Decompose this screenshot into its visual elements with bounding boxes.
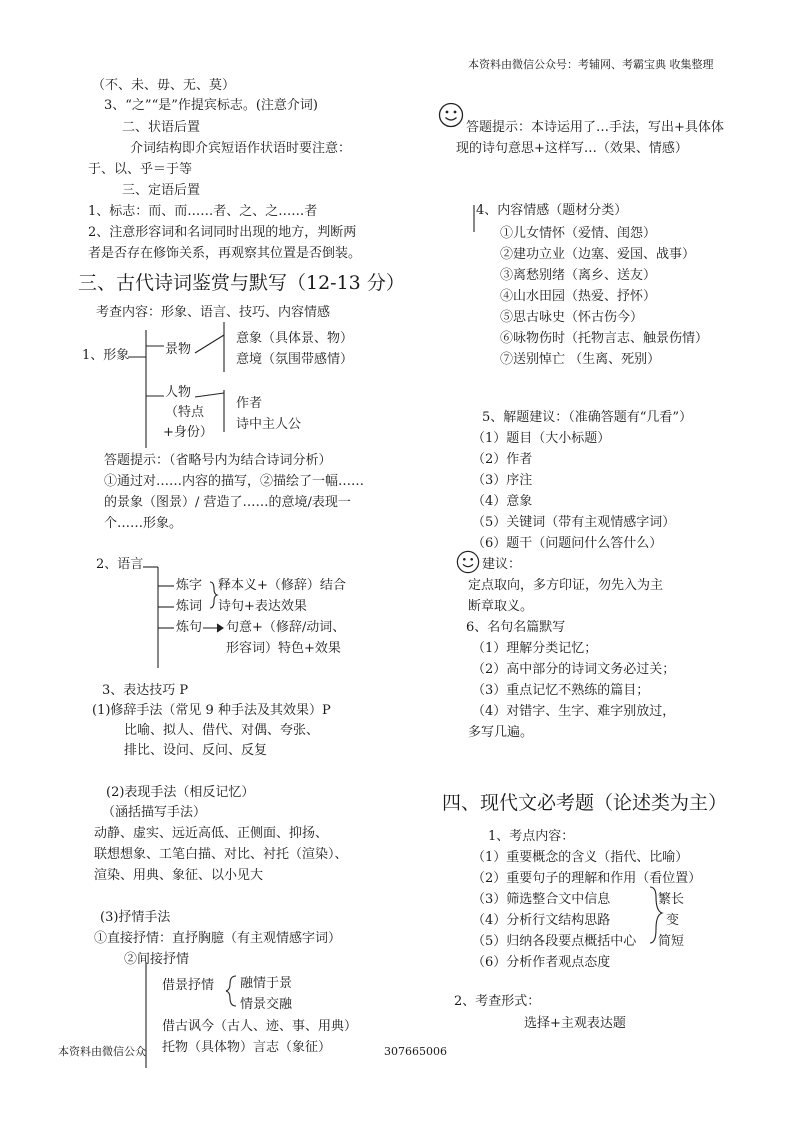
lianzi-text: 释本义+（修辞）结合 bbox=[218, 578, 346, 593]
solve-item: （3）序注 bbox=[472, 473, 533, 488]
exam-point: （1）重要概念的含义（指代、比喻） bbox=[472, 850, 689, 865]
yixiang-text: 意象（具体景、物） bbox=[236, 331, 354, 346]
lianju-text-2: 形容词）特色+效果 bbox=[226, 641, 341, 656]
advice-line: 定点取向，多方印证，勿先入为主 bbox=[468, 578, 664, 593]
topic-item: ③离愁别绪（离乡、送友） bbox=[500, 268, 657, 283]
jiegu-text: 借古讽今（古人、迹、事、用典） bbox=[162, 1019, 358, 1034]
form-text: 选择+主观表达题 bbox=[524, 1016, 626, 1031]
text-line: 3、“之”“是”作提宾标志。(注意介词) bbox=[104, 98, 318, 113]
topic-item: ⑤思古咏史（怀古伤今） bbox=[500, 310, 644, 325]
yijing-text: 意境（氛围带感情） bbox=[236, 352, 354, 367]
language-label: 2、语言 bbox=[96, 557, 144, 572]
tip-line: 现的诗句意思+这样写…（效果、情感） bbox=[456, 141, 688, 156]
text-line: 介词结构即介宾短语作状语时要注意： bbox=[130, 141, 352, 156]
memorize-item: （4）对错字、生字、难字别放过， bbox=[472, 704, 676, 719]
lyric-direct: ①直接抒情：直抒胸臆（有主观情感字词） bbox=[94, 931, 342, 946]
tip-line: 答题提示：（省略号内为结合诗词分析） bbox=[104, 453, 332, 468]
person-tedian: （特点 bbox=[165, 405, 205, 420]
exam-point: （6）分析作者观点态度 bbox=[472, 955, 611, 970]
memorize-item: （1）理解分类记忆； bbox=[472, 641, 598, 656]
expression-list: 渲染、用典、象征、以小见大 bbox=[94, 868, 264, 883]
hero-text: 诗中主人公 bbox=[236, 417, 302, 432]
section-3-title: 三、古代诗词鉴赏与默写（12-13 分） bbox=[78, 272, 405, 294]
lianci-label: 炼词 bbox=[176, 599, 203, 614]
section-4-title: 四、现代文必考题（论述类为主） bbox=[442, 792, 728, 814]
exam-content: 考查内容：形象、语言、技巧、内容情感 bbox=[96, 305, 331, 320]
content-title: 4、内容情感（题材分类） bbox=[476, 203, 628, 218]
advice-label: 建议： bbox=[482, 557, 522, 572]
image-label: 1、形象 bbox=[82, 348, 130, 363]
solve-item: （6）题干（问题问什么答什么） bbox=[472, 536, 663, 551]
solve-item: （1）题目（大小标题） bbox=[472, 431, 611, 446]
lyric-indirect: ②间接抒情 bbox=[124, 952, 190, 967]
person-label: 人物 bbox=[165, 385, 192, 400]
person-shenfen: +身份） bbox=[163, 425, 213, 440]
lianzi-label: 炼字 bbox=[176, 578, 203, 593]
side-label: 变 bbox=[666, 913, 680, 928]
expression-list: 动静、虚实、远近高低、正侧面、抑扬、 bbox=[94, 826, 329, 841]
advice-line: 断章取义。 bbox=[468, 599, 534, 614]
tip-line: 的景象（图景）/ 营造了……的意境/表现一 bbox=[104, 495, 351, 510]
footer-number: 307665006 bbox=[384, 1045, 447, 1058]
memorize-item: （3）重点记忆不熟练的篇目； bbox=[472, 683, 650, 698]
exam-point: （4）分析行文结构思路 bbox=[472, 913, 611, 928]
text-line: （不、未、毋、无、莫） bbox=[92, 78, 236, 93]
tip-line: 个……形象。 bbox=[104, 516, 183, 531]
tip-line: 答题提示：本诗运用了…手法，写出+具体体 bbox=[466, 120, 724, 135]
form-title: 2、考查形式： bbox=[454, 994, 541, 1009]
expression-list: 联想想象、工笔白描、对比、衬托（渲染）、 bbox=[94, 847, 348, 862]
solve-item: （2）作者 bbox=[472, 452, 533, 467]
skill-title: 3、表达技巧 P bbox=[102, 683, 189, 698]
footer-left: 本资料由微信公众 bbox=[58, 1045, 146, 1058]
exam-point: （5）归纳各段要点概括中心 bbox=[472, 934, 637, 949]
jiao-text: 情景交融 bbox=[240, 997, 293, 1012]
expression-sub: （涵括描写手法） bbox=[102, 805, 207, 820]
subheading: 三、定语后置 bbox=[122, 183, 201, 198]
text-line: 于、以、乎＝于等 bbox=[88, 162, 193, 177]
page-header: 本资料由微信公众号：考辅网、考霸宝典 收集整理 bbox=[468, 58, 714, 71]
lianju-label: 炼句 bbox=[176, 620, 203, 635]
side-label: 简短 bbox=[658, 934, 685, 949]
rhetoric-title: (1)修辞手法（常见 9 种手法及其效果）P bbox=[92, 703, 331, 718]
text-line: 者是否存在修饰关系，再观察其位置是否倒装。 bbox=[88, 246, 362, 261]
topic-item: ⑥咏物伤时（托物言志、触景伤情） bbox=[500, 331, 709, 346]
rong-text: 融情于景 bbox=[240, 976, 293, 991]
memorize-last: 多写几遍。 bbox=[468, 725, 534, 740]
subheading: 二、状语后置 bbox=[122, 120, 201, 135]
topic-item: ①儿女情怀（爱情、闺怨） bbox=[500, 226, 657, 241]
memorize-item: （2）高中部分的诗词文务必过关； bbox=[472, 662, 676, 677]
exam-point: （2）重要句子的理解和作用（看位置） bbox=[472, 871, 702, 886]
exam-points-title: 1、考点内容： bbox=[488, 829, 575, 844]
tip-line: ①通过对……内容的描写，②描绘了一幅…… bbox=[104, 474, 365, 489]
memorize-title: 6、名句名篇默写 bbox=[466, 620, 566, 635]
exam-point: （3）筛选整合文中信息 bbox=[472, 892, 611, 907]
lianju-text: 句意+（修辞/动词、 bbox=[226, 620, 346, 635]
side-label: 繁长 bbox=[658, 892, 685, 907]
lianci-text: 诗句+表达效果 bbox=[218, 599, 307, 614]
tuowu-text: 托物（具体物）言志（象征） bbox=[162, 1040, 332, 1055]
solve-title: 5、解题建议：（准确答题有“几看”） bbox=[482, 410, 693, 425]
scene-label: 景物 bbox=[165, 342, 192, 357]
topic-item: ②建功立业（边塞、爱国、战事） bbox=[500, 247, 696, 262]
jiejing-label: 借景抒情 bbox=[162, 978, 215, 993]
solve-item: （4）意象 bbox=[472, 494, 533, 509]
text-line: 2、注意形容词和名词同时出现的地方，判断两 bbox=[88, 225, 357, 240]
text-line: 1、标志：而、而……者、之、之……者 bbox=[88, 204, 318, 219]
lyric-title: (3)抒情手法 bbox=[100, 910, 171, 925]
rhetoric-list: 排比、设问、反问、反复 bbox=[124, 743, 268, 758]
topic-item: ④山水田园（热爱、抒怀） bbox=[500, 289, 657, 304]
author-text: 作者 bbox=[236, 396, 263, 411]
expression-title: (2)表现手法（相反记忆） bbox=[106, 785, 255, 800]
rhetoric-list: 比喻、拟人、借代、对偶、夸张、 bbox=[124, 723, 320, 738]
topic-item: ⑦送别悼亡 （生离、死别） bbox=[500, 352, 661, 367]
solve-item: （5）关键词（带有主观情感字词） bbox=[472, 515, 676, 530]
